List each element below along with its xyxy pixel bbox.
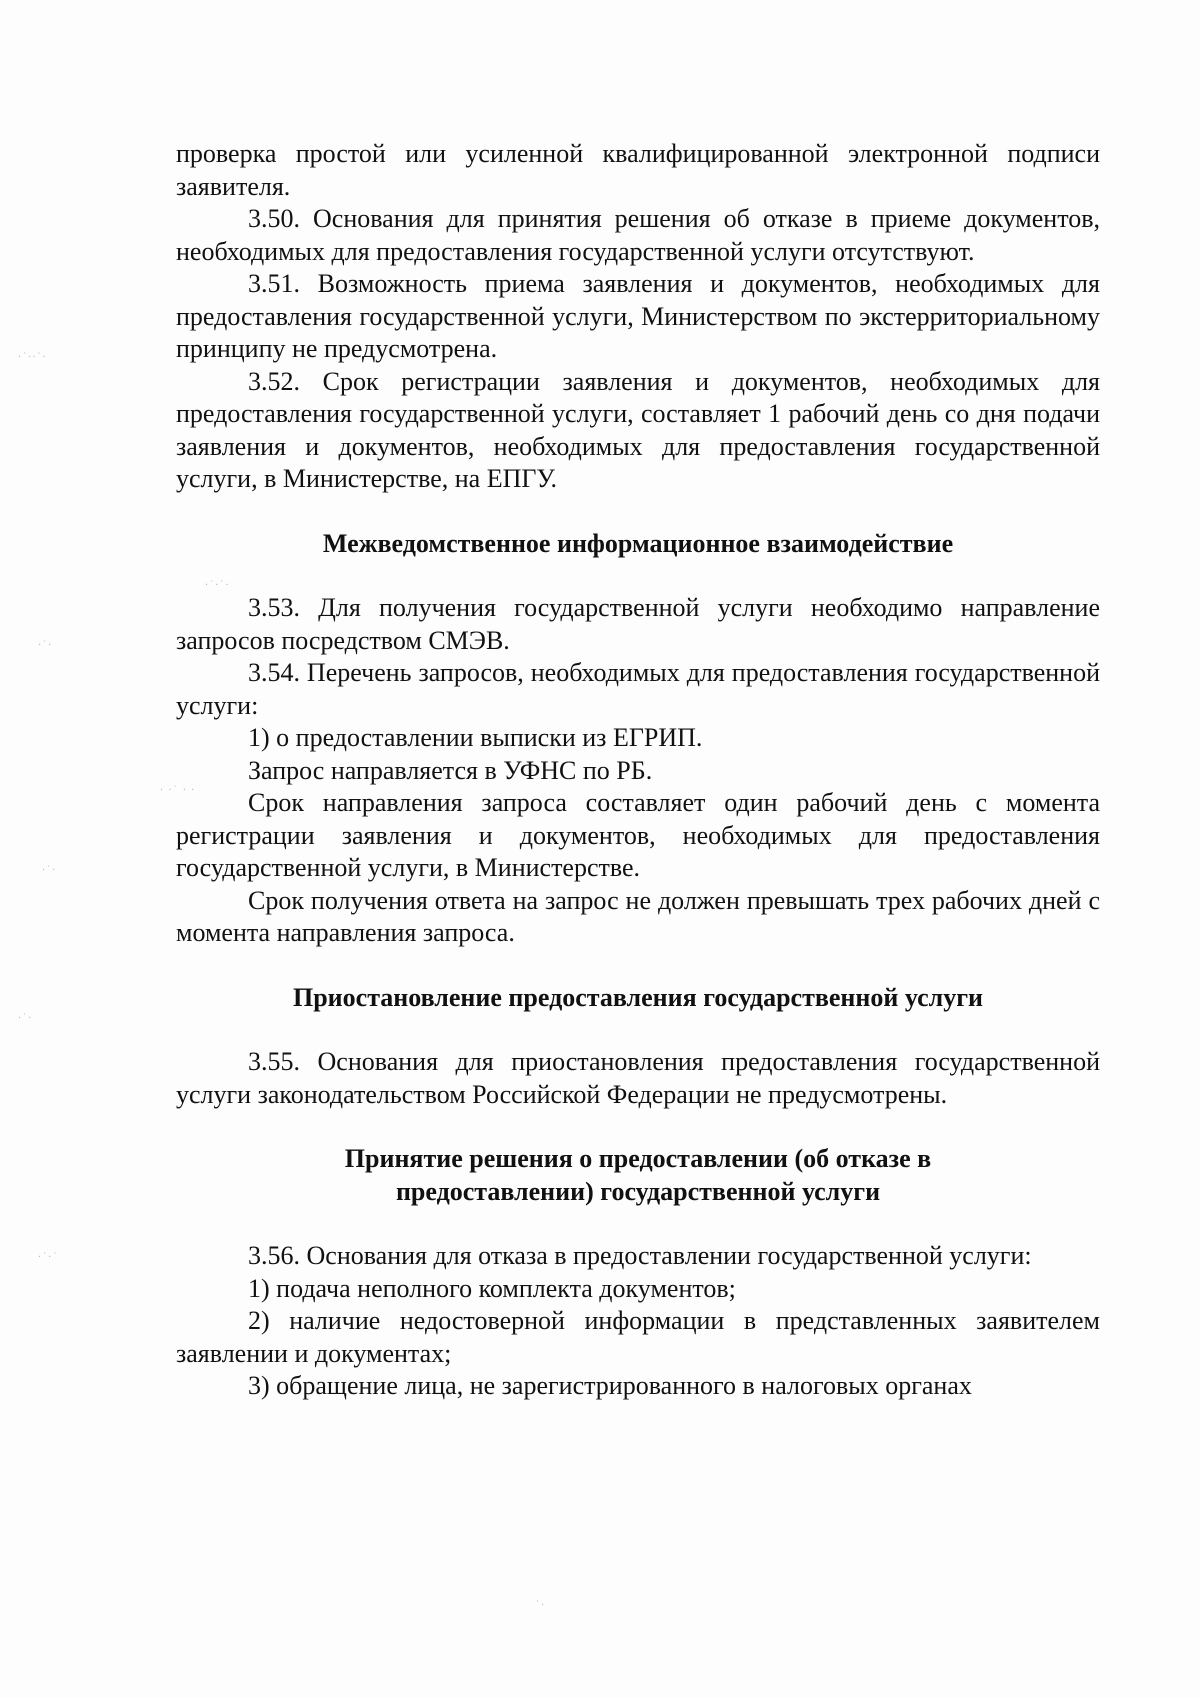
section-heading-decision [176,1143,1100,1208]
scan-noise: ·˙· [42,865,57,876]
paragraph-3-54: 3.54. Перечень запросов, необходимых для предоставления государственной услуги: [176,658,1100,720]
paragraph-3-53: 3.53. Для получения государственной услуги необходимо направление запросов посредством СМЭВ. [176,593,1100,655]
list-item: 2) наличие недостоверной информации в представленных заявителем заявлении и документах; [176,1306,1100,1368]
scan-noise: ·˙· [38,640,53,651]
scan-noise: ·˙·˙· [205,580,230,591]
list-item: 1) подача неполного комплекта документов; [248,1273,736,1303]
list-item: Срок получения ответа на запрос не должен превышать трех рабочих дней с момента направления запроса. [176,885,1100,947]
paragraph-3-51: 3.51. Возможность приема заявления и документов, необходимых для предоставления государственной услуги, Министерством по экстерриториальному принципу не предусмотрена. [176,269,1100,363]
scan-noise: ˙· [535,1600,546,1611]
paragraph-3-55: 3.55. Основания для приостановления предоставления государственной услуги законодательством Российской Федерации не предусмотрены. [176,1047,1100,1109]
list-item: 1) о предоставлении выписки из ЕГРИП. [248,723,703,752]
paragraph-3-50: 3.50. Основания для принятия решения об отказе в приеме документов, необходимых для предоставления государственной услуги отсутствуют. [176,204,1100,266]
document-body [176,138,1100,1403]
section-heading-interagency: Межведомственное информационное взаимодействие [322,528,954,558]
list-item: 3) обращение лица, не зарегистрированного в налоговых органах [248,1371,972,1400]
paragraph-continuation: проверка простой или усиленной квалифицированной электронной подписи заявителя. [176,139,1100,201]
list-item: Срок направления запроса составляет один рабочий день с момента регистрации заявления и документов, необходимых для предоставления государственной услуги, в Министерстве. [176,788,1100,882]
scan-noise: ·˙··˙· [18,352,47,363]
paragraph-3-56: 3.56. Основания для отказа в предоставлении государственной услуги: [248,1241,1032,1270]
list-item: Запрос направляется в УФНС по РБ. [248,755,653,785]
scan-noise: ·˙·˙ [38,1252,59,1263]
paragraph-3-52: 3.52. Срок регистрации заявления и документов, необходимых для предоставления государственной услуги, составляет 1 рабочий день со дня подачи заявления и документов, необходимых для предоставления государственной услуги, в Министерстве, на ЕПГУ. [176,366,1100,493]
scan-noise: ·˙· [18,1013,33,1024]
heading-line: Принятие решения о предоставлении (об отказе в [344,1144,932,1173]
section-heading-suspension: Приостановление предоставления государственной услуги [292,982,983,1012]
heading-line: предоставлении) государственной услуги [395,1176,881,1206]
scan-noise: · ·˙ · · [160,785,196,796]
